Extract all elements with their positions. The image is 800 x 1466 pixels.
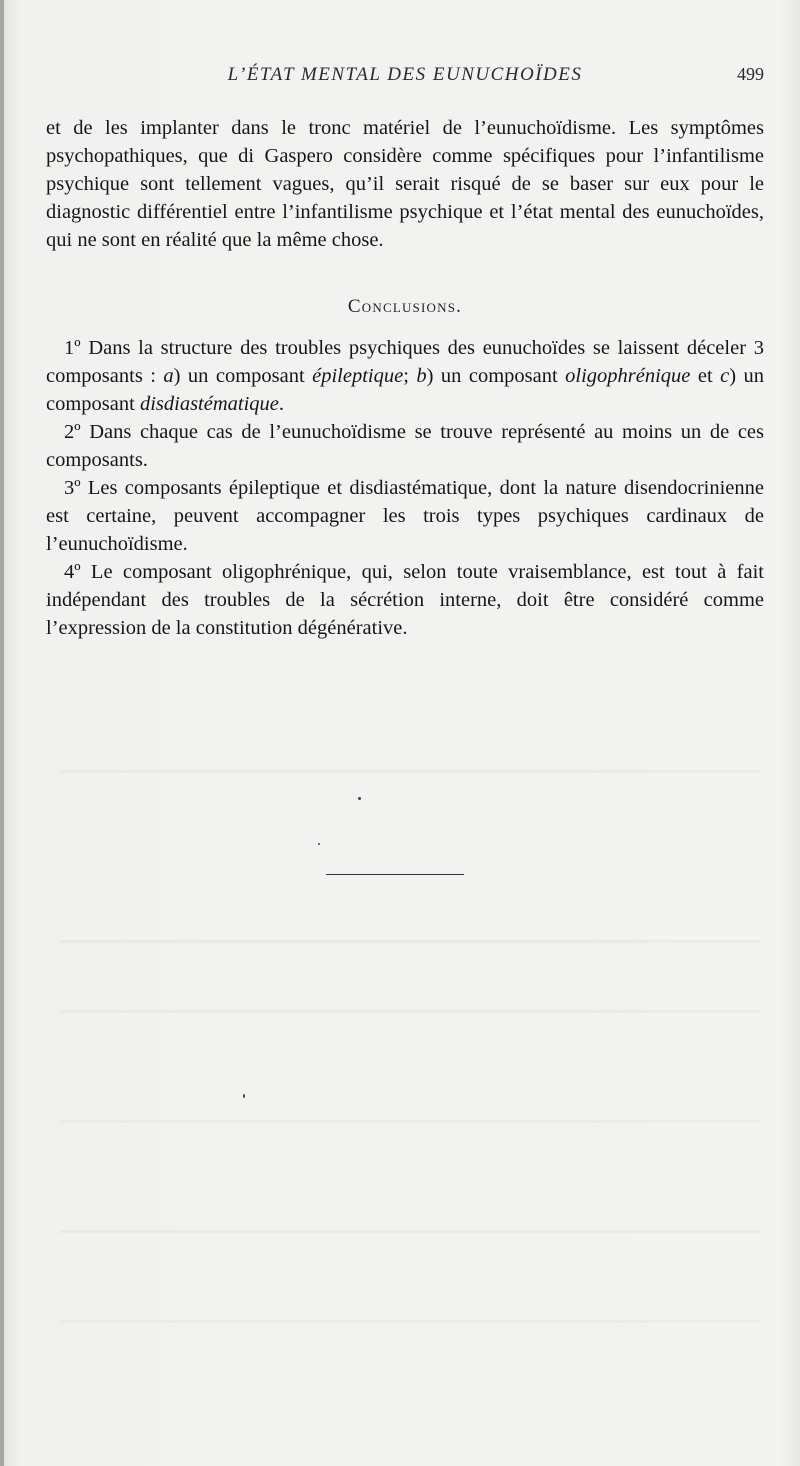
show-through-line [60,1320,760,1323]
print-speck [318,843,320,845]
print-speck [243,1094,245,1098]
conclusion-1-text-g: ) un composant [426,365,566,387]
conclusions-heading: Conclusions. [347,296,463,317]
conclusion-1-text-m: . [278,393,285,415]
show-through-line [60,770,760,773]
intro-paragraph-block [46,114,764,254]
conclusions-list [46,334,764,642]
conclusion-item-2: 2º Dans chaque cas de l’eunuchoïdisme se trouve représenté au moins un de ces composants. [46,421,764,471]
show-through-line [60,1120,760,1123]
conclusion-1-term-epileptique: épileptique [312,365,404,387]
conclusion-1-text-i: et [690,365,721,387]
conclusion-1-letter-a: a [163,365,174,387]
show-through-line [60,1230,760,1233]
conclusion-1-letter-b: b [416,365,427,387]
intro-paragraph: et de les implanter dans le tronc matériel de l’eunuchoïdisme. Les symptômes psychopathiques, que di Gaspero considère comme spécifiques pour l’infantilisme psychique sont tellement vagues, qu’il serait risqué de se baser sur eux pour le diagnostic différentiel entre l’infantilisme psychique et l’état mental des eunuchoïdes, qui ne sont en réalité que la même chose. [46,117,764,251]
page-binding-edge [0,0,4,1466]
conclusion-item-1 [46,334,764,418]
conclusion-1-text-k: ) un composant [46,365,764,415]
conclusion-1-text-a: 1º Dans la structure des troubles psychiques des eunuchoïdes se laissent déceler 3 composants : [46,337,764,387]
conclusion-1-letter-c: c [720,365,730,387]
print-speck [358,797,361,800]
conclusion-item-3: 3º Les composants épileptique et disdiastématique, dont la nature disendocrinienne est certaine, peuvent accompagner les trois types psychiques cardinaux de l’eunuchoïdisme. [46,477,764,555]
show-through-line [60,940,760,943]
conclusion-1-term-oligophrenique: oligophrénique [565,365,691,387]
section-end-rule [326,874,464,875]
show-through-line [60,1010,760,1013]
conclusion-item-4: 4º Le composant oligophrénique, qui, selon toute vraisemblance, est tout à fait indépendant des troubles de la sécrétion interne, doit être considéré comme l’expression de la constitution dégénérative. [46,561,764,639]
running-title: L’ÉTAT MENTAL DES EUNUCHOÏDES [227,64,583,85]
page-header [46,64,764,94]
conclusion-1-term-disdiastematique: disdiastématique [139,393,279,415]
conclusion-1-text-c: ) un composant [173,365,313,387]
page-number: 499 [737,64,764,84]
conclusion-1-text-e: ; [403,365,417,387]
